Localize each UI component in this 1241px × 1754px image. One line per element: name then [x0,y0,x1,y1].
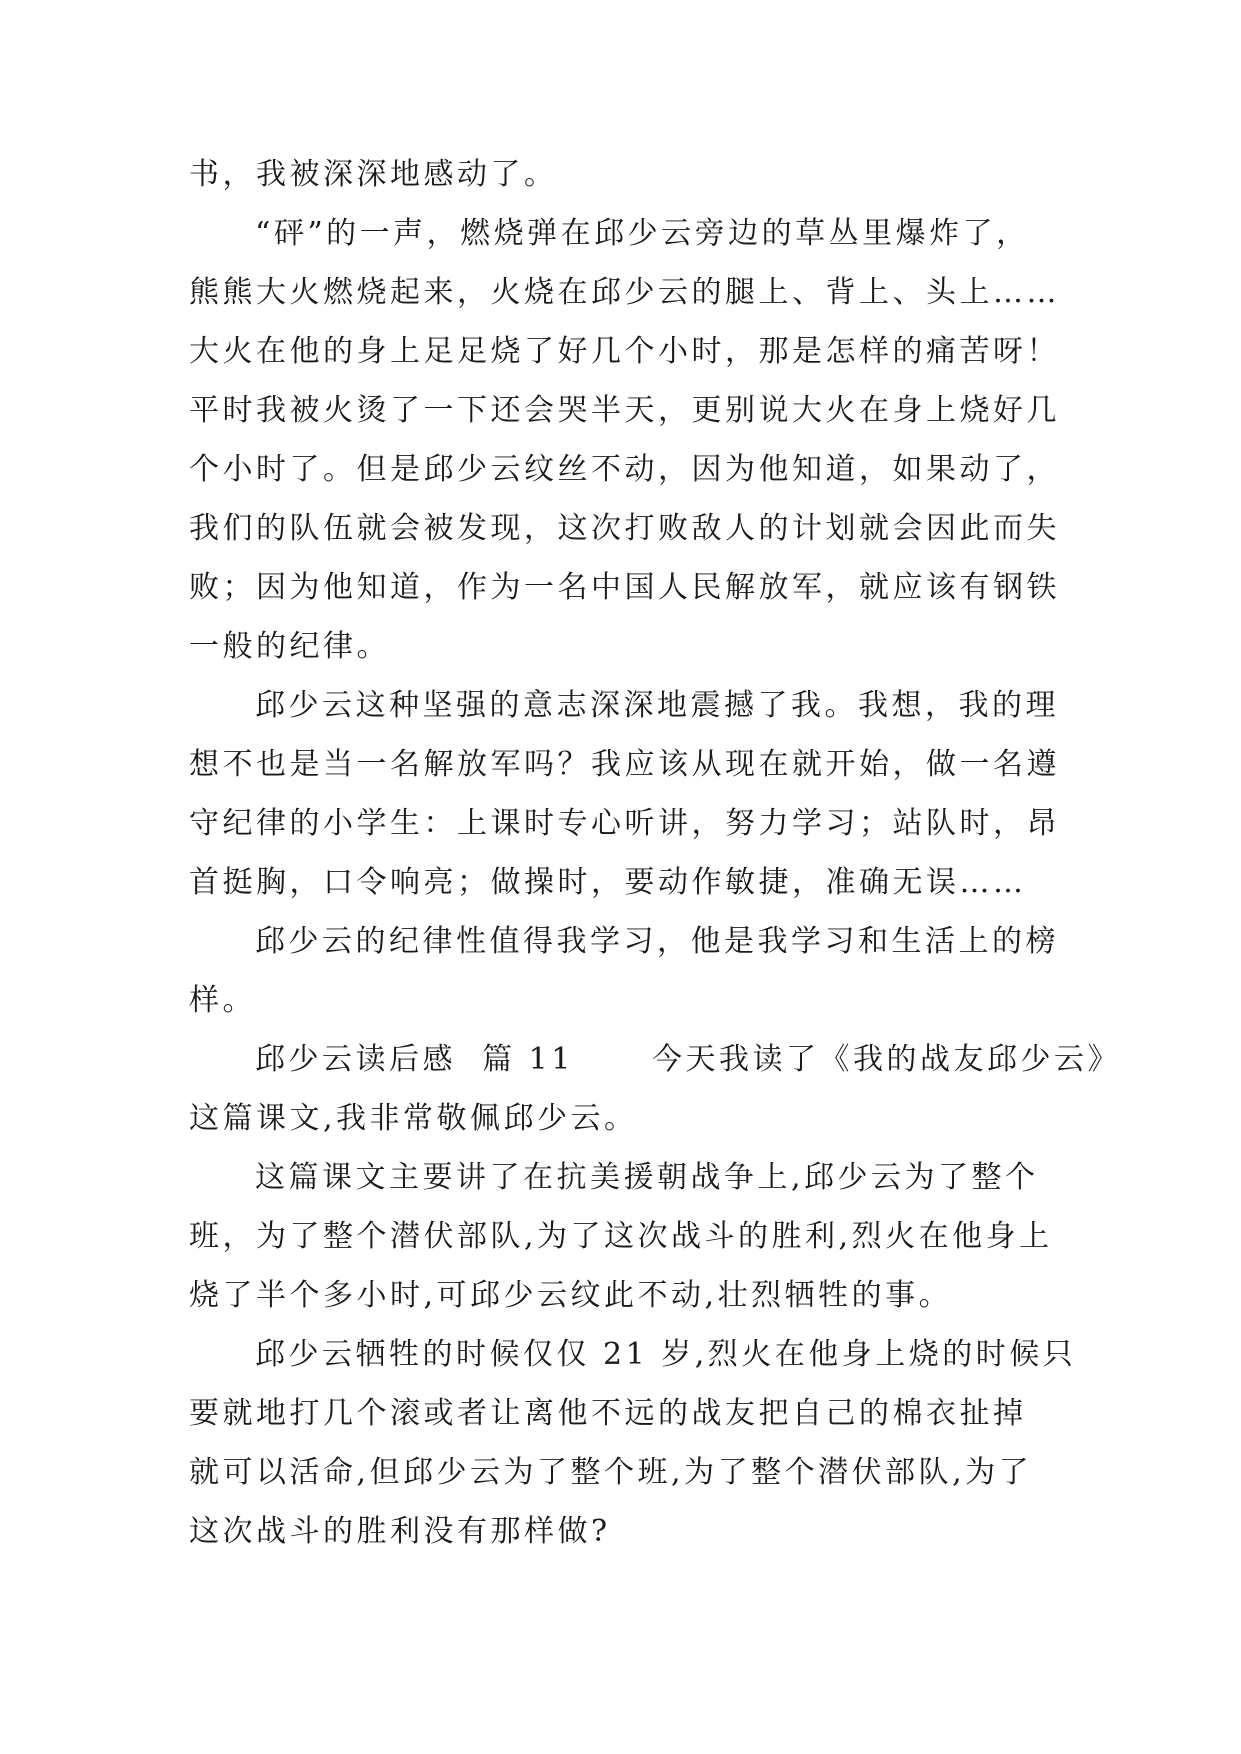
text-line: 败；因为他知道，作为一名中国人民解放军，就应该有钢铁 [189,570,1060,605]
text-line: “砰”的一声，燃烧弹在邱少云旁边的草丛里爆炸了， [255,216,1030,251]
text-line: 首挺胸，口令响亮；做操时，要动作敏捷，准确无误…… [189,865,1027,900]
text-line: 大火在他的身上足足烧了好几个小时，那是怎样的痛苦呀！ [189,334,1060,369]
text-line: 我们的队伍就会被发现，这次打败敌人的计划就会因此而失 [189,511,1060,546]
text-line: 邱少云牺牲的时候仅仅 21 岁,烈火在他身上烧的时候只 [255,1337,1077,1372]
text-line: 书，我被深深地感动了。 [189,157,558,192]
text-line: 邱少云这种坚强的意志深深地震撼了我。我想，我的理 [255,688,1059,723]
section-heading-line: 邱少云读后感 篇 11 今天我读了《我的战友邱少云》 [255,1042,1121,1077]
text-line: 平时我被火烫了一下还会哭半天，更别说大火在身上烧好几 [189,393,1060,428]
text-line: 这篇课文主要讲了在抗美援朝战争上,邱少云为了整个 [255,1160,1039,1195]
text-line: 邱少云的纪律性值得我学习，他是我学习和生活上的榜 [255,924,1059,959]
text-line: 想不也是当一名解放军吗？我应该从现在就开始，做一名遵 [189,747,1060,782]
text-line: 就可以活命,但邱少云为了整个班,为了整个潜伏部队,为了 [189,1455,1033,1490]
text-line: 班，为了整个潜伏部队,为了这次战斗的胜利,烈火在他身上 [189,1219,1053,1254]
text-line: 熊熊大火燃烧起来，火烧在邱少云的腿上、背上、头上…… [189,275,1060,310]
text-line: 这篇课文,我非常敬佩邱少云。 [189,1101,638,1136]
text-line: 要就地打几个滚或者让离他不远的战友把自己的棉衣扯掉 [189,1396,1027,1431]
text-line: 一般的纪律。 [189,629,390,664]
document-body [189,145,1121,1561]
text-line: 这次战斗的胜利没有那样做? [189,1514,611,1549]
text-line: 样。 [189,983,256,1018]
text-line: 守纪律的小学生：上课时专心听讲，努力学习；站队时，昂 [189,806,1060,841]
text-line: 烧了半个多小时,可邱少云纹此不动,壮烈牺牲的事。 [189,1278,953,1313]
text-line: 个小时了。但是邱少云纹丝不动，因为他知道，如果动了， [189,452,1060,487]
